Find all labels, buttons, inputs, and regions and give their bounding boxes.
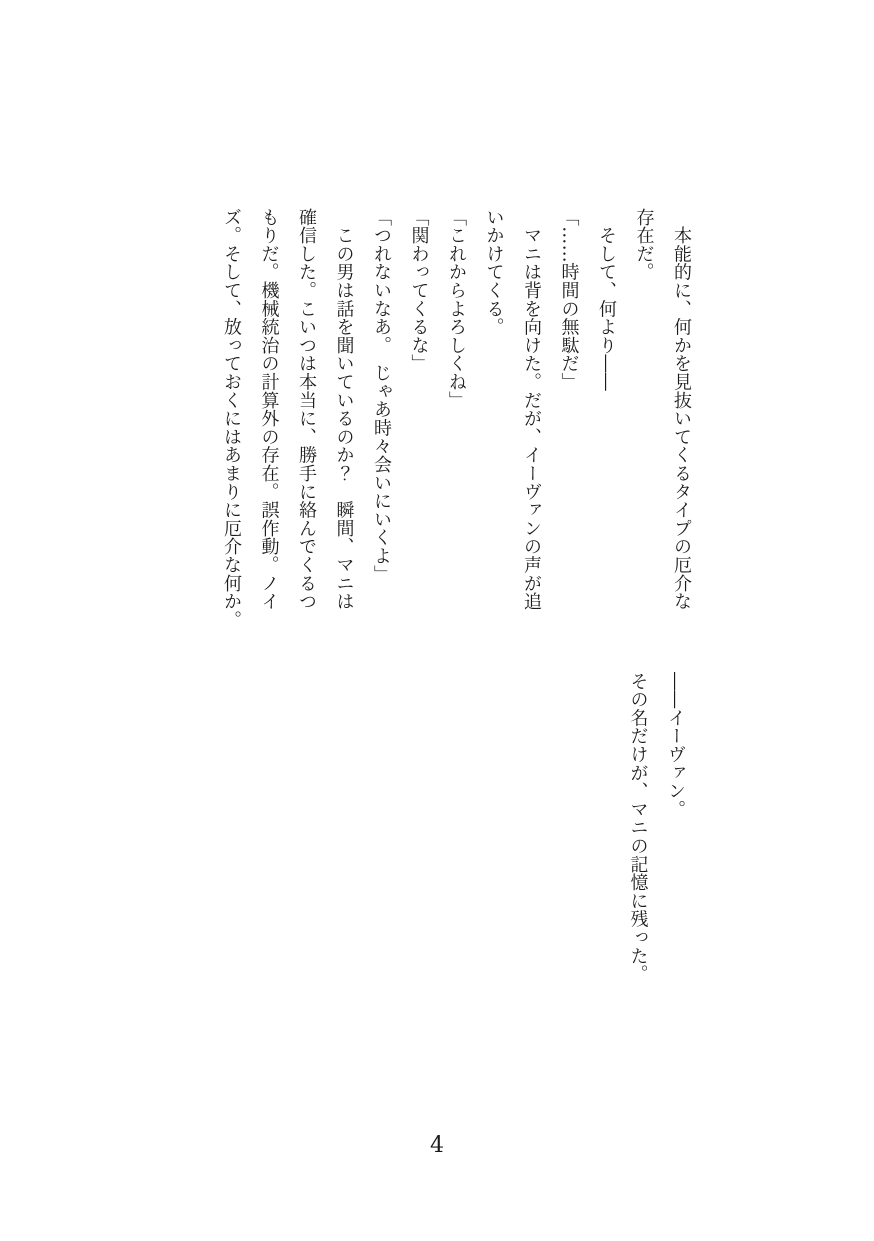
text-line: マニは背を向けた。だが、イーヴァンの声が追	[521, 208, 542, 611]
body-text-section-top	[213, 208, 701, 629]
text-line: 「これからよろしくね」	[446, 208, 467, 410]
text-line: 「関わってくるな」	[408, 208, 430, 373]
text-line: 本能的に、何かを見抜いてくるタイプの厄介な	[671, 208, 692, 611]
text-line: 「……時間の無駄だ」	[558, 208, 580, 391]
text-line: そして、何より――	[596, 208, 617, 391]
text-line: いかけてくる。	[483, 208, 505, 337]
text-line: その名だけが、マニの記憶に残った。	[627, 672, 649, 984]
text-line: 確信した。こいつは本当に、勝手に絡んでくるつ	[296, 208, 317, 611]
text-line: もりだ。機械統治の計算外の存在。誤作動。ノイ	[258, 208, 280, 611]
text-line: この男は話を聞いているのか？ 瞬間、マニは	[333, 208, 355, 611]
text-line: ――イーヴァン。	[665, 672, 686, 819]
page-number: 4	[430, 1133, 444, 1158]
body-text-section-bottom	[619, 672, 694, 983]
text-line: 「つれないなあ。 じゃあ時々会いにいくよ」	[371, 208, 392, 584]
text-line: 存在だ。	[633, 208, 655, 282]
text-line: ズ。そして、放っておくにはあまりに厄介な何か。	[221, 208, 242, 629]
